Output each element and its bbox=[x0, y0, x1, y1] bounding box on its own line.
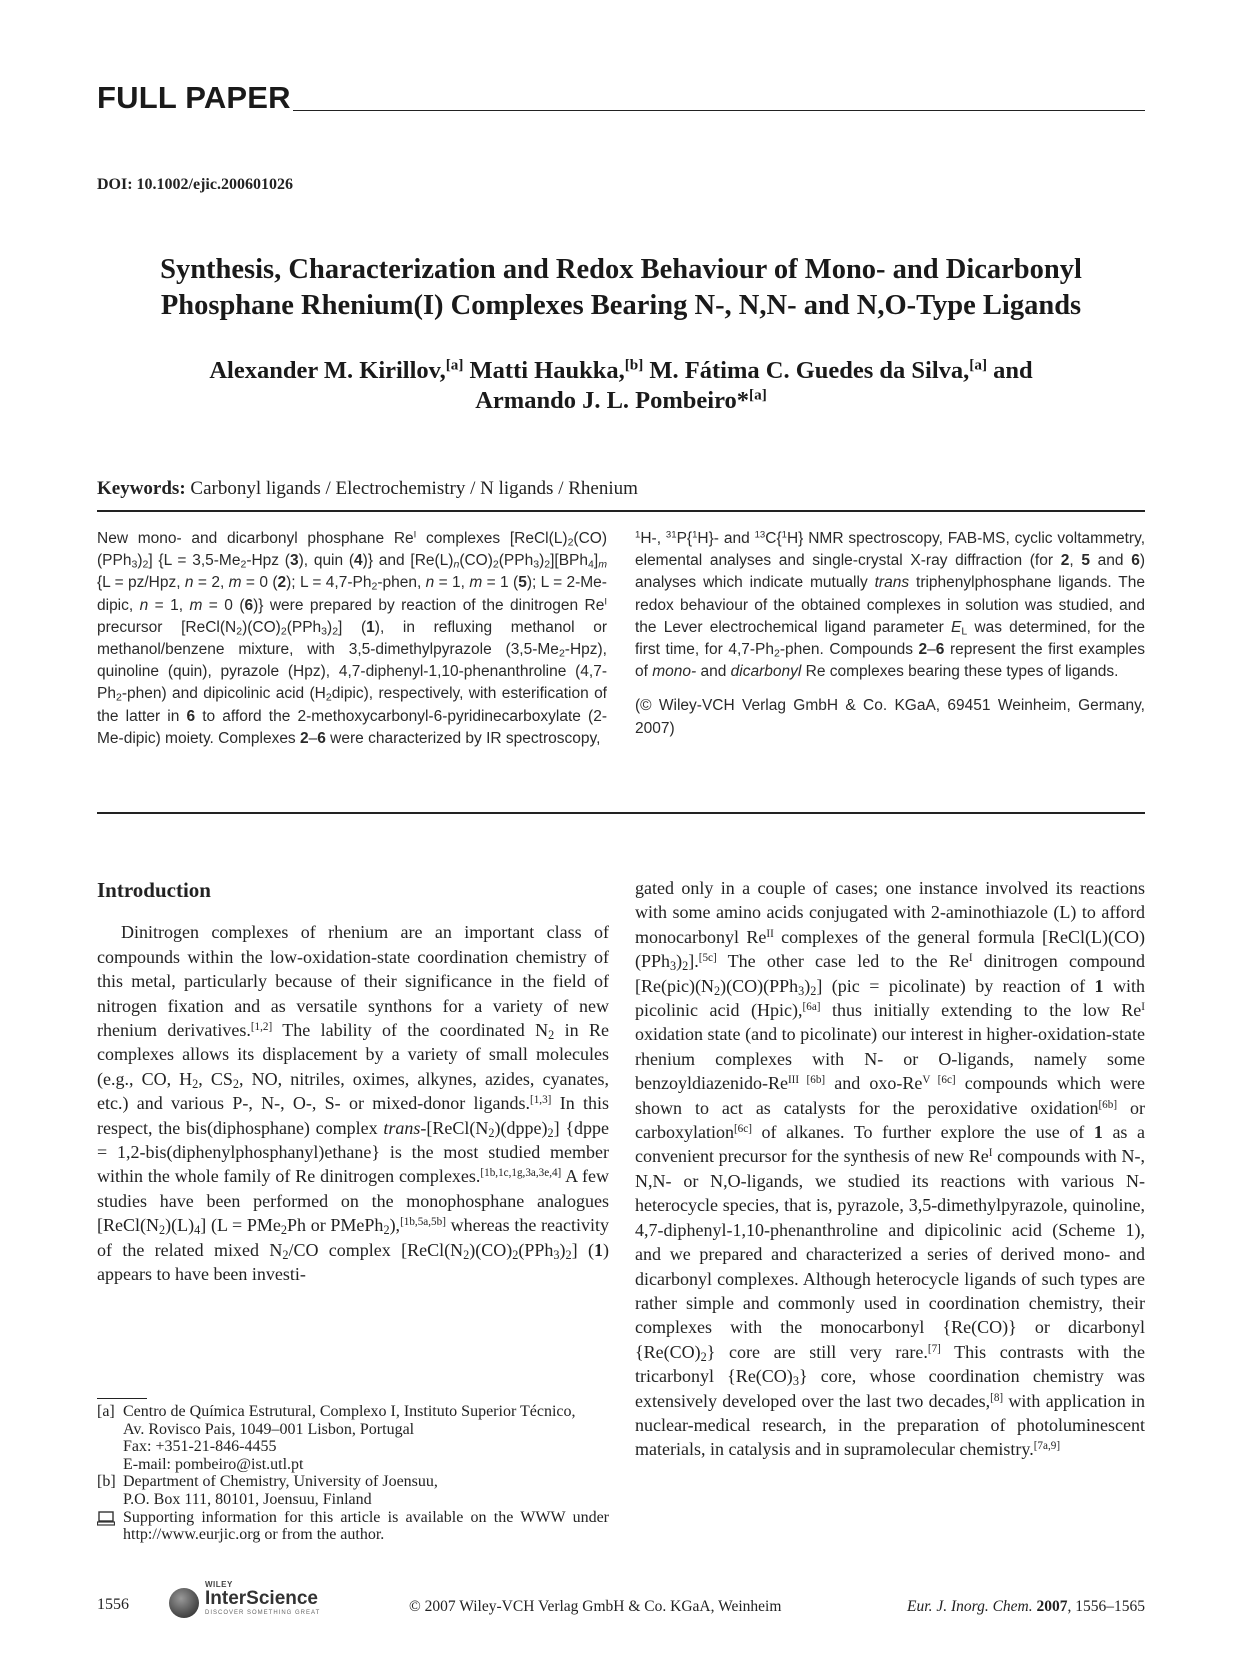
section-heading: Introduction bbox=[97, 878, 211, 902]
footnote-supporting-info bbox=[97, 1509, 609, 1544]
footnote-line: Department of Chemistry, University of Joensuu, bbox=[123, 1473, 438, 1491]
abstract-right: $^1$H-, $^{31}$P{$^1$H}- and $^{13}$C{$^1$H} NMR spectroscopy, FAB-MS, cyclic voltammetry, elemental analyses and single-crystal X-ray diffraction (for 2, 5 and 6) analyses which indicate mutually trans triphenylphosphane ligands. The redox behaviour of the obtained complexes in solution was studied, and the Lever electrochemical ligand parameter $E_L$ was determined, for the first time, for $4,7-Ph_2$-phen. Compounds 2–6 represent the first examples of mono- and dicarbonyl Re complexes bearing these types of ligands. (© Wiley-VCH Verlag GmbH & Co. KGaA, 69451 Weinheim, Germany, 2007) bbox=[635, 528, 1145, 740]
affiliation-mark: [b] bbox=[624, 356, 644, 374]
abstract-bottom-rule bbox=[97, 812, 1145, 814]
author-name: Matti Haukka, bbox=[469, 357, 625, 384]
author-name: Alexander M. Kirillov, bbox=[209, 357, 446, 384]
footnote-a bbox=[97, 1403, 609, 1473]
keywords bbox=[97, 478, 638, 500]
page-footer bbox=[97, 1578, 1145, 1628]
author-conjunction: and bbox=[993, 357, 1033, 384]
abstract-left: New mono- and dicarbonyl phosphane $Re^I$ complexes $[ReCl(L)_2(CO)(PPh_3)_2] \{L = 3,5-Me_2-Hpz$ (3), quin (4)} and $[Re(L)_n(CO)_2(PPh_3)_2][BPh_4]_m$ {L = pz/Hpz, n = 2, m = 0 (2); $L = 4,7-Ph_2$-phen, n = 1, m = 1 (5); L = 2-Me-dipic, n = 1, m = 0 (6)} were prepared by reaction of the dinitrogen $Re^I$ precursor $[ReCl(N_2)(CO)_2(PPh_3)_2]$ (1), in refluxing methanol or methanol/benzene mixture, with 3,5-dimethylpyrazole $(3,5-Me_2-Hpz)$, quinoline (quin), pyrazole (Hpz), 4,7-diphenyl-1,10-phenanthroline $(4,7-Ph_2-phen)$ and dipicolinic acid $(H_2dipic)$, respectively, with esterification of the latter in 6 to afford the 2-methoxycarbonyl-6-pyridinecarboxylate (2-Me-dipic) moiety. Complexes 2–6 were characterized by IR spectroscopy, bbox=[97, 529, 607, 747]
footnote-line: Centro de Química Estrutural, Complexo I, Instituto Superior Técnico, bbox=[123, 1403, 576, 1420]
author-list bbox=[97, 356, 1145, 416]
title-line-1: Synthesis, Characterization and Redox Behaviour of Mono- and Dicarbonyl bbox=[160, 254, 1082, 285]
computer-icon bbox=[97, 1509, 123, 1544]
footnote-email[interactable]: E-mail: pombeiro@ist.utl.pt bbox=[123, 1455, 304, 1473]
supporting-info-text[interactable]: Supporting information for this article is available on the WWW under http://www.eurjic.org or from the author. bbox=[123, 1508, 609, 1544]
footnote-tag: [b] bbox=[97, 1473, 116, 1491]
keywords-text: Carbonyl ligands / Electrochemistry / N ligands / Rhenium bbox=[190, 478, 638, 499]
footnote-b bbox=[97, 1473, 609, 1508]
title-line-2: Phosphane Rhenium(I) Complexes Bearing N-, N,N- and N,O-Type Ligands bbox=[160, 290, 1082, 321]
body-column-left: Introduction Dinitrogen complexes of rhenium are an important class of compounds within the low-oxidation-state coordination chemistry of this metal, particularly because of their significance in the field of nitrogen fixation and as versatile synthons for a variety of new rhenium derivatives.[1,2] The lability of the coordinated $N_2$ in Re complexes allows its displacement by a variety of small molecules (e.g., CO, $H_2$, $CS_2$, NO, nitriles, oximes, alkynes, azides, cyanates, etc.) and various P-, N-, O-, S- or mixed-donor ligands.[1,3] In this respect, the bis(diphosphane) complex trans-$[ReCl(N_2)(dppe)_2]$ {dppe = 1,2-bis(diphenylphosphanyl)ethane} is the most studied member within the whole family of Re dinitrogen complexes.[1b,1c,1g,3a,3e,4] A few studies have been performed on the monophosphane analogues $[ReCl(N_2)(L)_4] (L = PMe_2Ph$ or PMePh$_2$),[1b,5a,5b] whereas the reactivity of the related mixed $N_2/CO$ complex $[ReCl(N_2)(CO)_2(PPh_3)_2]$ (1) appears to have been investi- bbox=[97, 878, 610, 1285]
running-header bbox=[97, 80, 1145, 116]
footnote-line: Fax: +351-21-846-4455 bbox=[123, 1438, 277, 1456]
article-title bbox=[97, 252, 1145, 324]
page-number: 1556 bbox=[97, 1596, 129, 1613]
header-rule bbox=[293, 110, 1145, 111]
author-name: M. Fátima C. Guedes da Silva, bbox=[649, 357, 970, 384]
affiliation-mark: [a] bbox=[749, 386, 767, 404]
affiliation-mark: [a] bbox=[445, 356, 464, 374]
section-label: FULL PAPER bbox=[97, 80, 291, 115]
keywords-label: Keywords: bbox=[97, 478, 186, 499]
author-name: Armando J. L. Pombeiro* bbox=[475, 387, 750, 414]
footnote-rule bbox=[97, 1398, 147, 1399]
footnote-tag: [a] bbox=[97, 1403, 115, 1420]
interscience-logo[interactable]: WILEY InterScience DISCOVER SOMETHING GREAT bbox=[169, 1580, 339, 1622]
body-column-right: gated only in a couple of cases; one instance involved its reactions with some amino acids conjugated with 2-aminothiazole (L) to afford monocarbonyl $Re^{II}$ complexes of the general formula $[ReCl(L)(CO)(PPh_3)_2].[5c]$ The other case led to the $Re^I$ dinitrogen compound $[Re(pic)(N_2)(CO)(PPh_3)_2] (pic$ = picolinate) by reaction of 1 with picolinic acid (Hpic),[6a] thus initially extending to the low $Re^I$ oxidation state (and to picolinate) our interest in higher-oxidation-state rhenium complexes with N- or O-ligands, namely some benzoyldiazenido-$Re^{III [6b]}$ and oxo-$Re^{V [6c]}$ compounds which were shown to act as catalysts for the peroxidative oxidation[6b] or carboxylation[6c] of alkanes. To further explore the use of 1 as a convenient precursor for the synthesis of new $Re^I$ compounds with N-, N,N- or N,O-ligands, we studied its reactions with various N-heterocycle species, that is, pyrazole, 3,5-dimethylpyrazole, quinoline, 4,7-diphenyl-1,10-phenanthroline and dipicolinic acid (Scheme 1), and we prepared and characterized a series of derived mono- and dicarbonyl complexes. Although heterocycle ligands of such types are rather simple and commonly used in coordination chemistry, their complexes with the monocarbonyl {Re(CO)} or dicarbonyl $\{Re(CO)_2\}$ core are still very rare.[7] This contrasts with the tricarbonyl $\{Re(CO)_3\}$ core, whose coordination chemistry was extensively developed over the last two decades,[8] with application in nuclear-medical research, in the preparation of photoluminescent materials, in catalysis and in supramolecular chemistry.[7a,9] bbox=[635, 878, 1146, 1460]
footnote-line: Av. Rovisco Pais, 1049–001 Lisbon, Portugal bbox=[123, 1420, 415, 1438]
journal-citation: Eur. J. Inorg. Chem. 2007, 1556–1565 bbox=[907, 1598, 1145, 1615]
footnote-line: P.O. Box 111, 80101, Joensuu, Finland bbox=[123, 1490, 372, 1508]
affiliation-mark: [a] bbox=[969, 356, 988, 374]
abstract-top-rule bbox=[97, 510, 1145, 512]
abstract-copyright: (© Wiley-VCH Verlag GmbH & Co. KGaA, 69451 Weinheim, Germany, 2007) bbox=[635, 697, 1145, 737]
doi[interactable]: DOI: 10.1002/ejic.200601026 bbox=[97, 176, 293, 193]
footer-copyright: © 2007 Wiley-VCH Verlag GmbH & Co. KGaA, Weinheim bbox=[409, 1598, 782, 1615]
footnotes bbox=[97, 1398, 609, 1544]
globe-icon bbox=[169, 1588, 199, 1618]
